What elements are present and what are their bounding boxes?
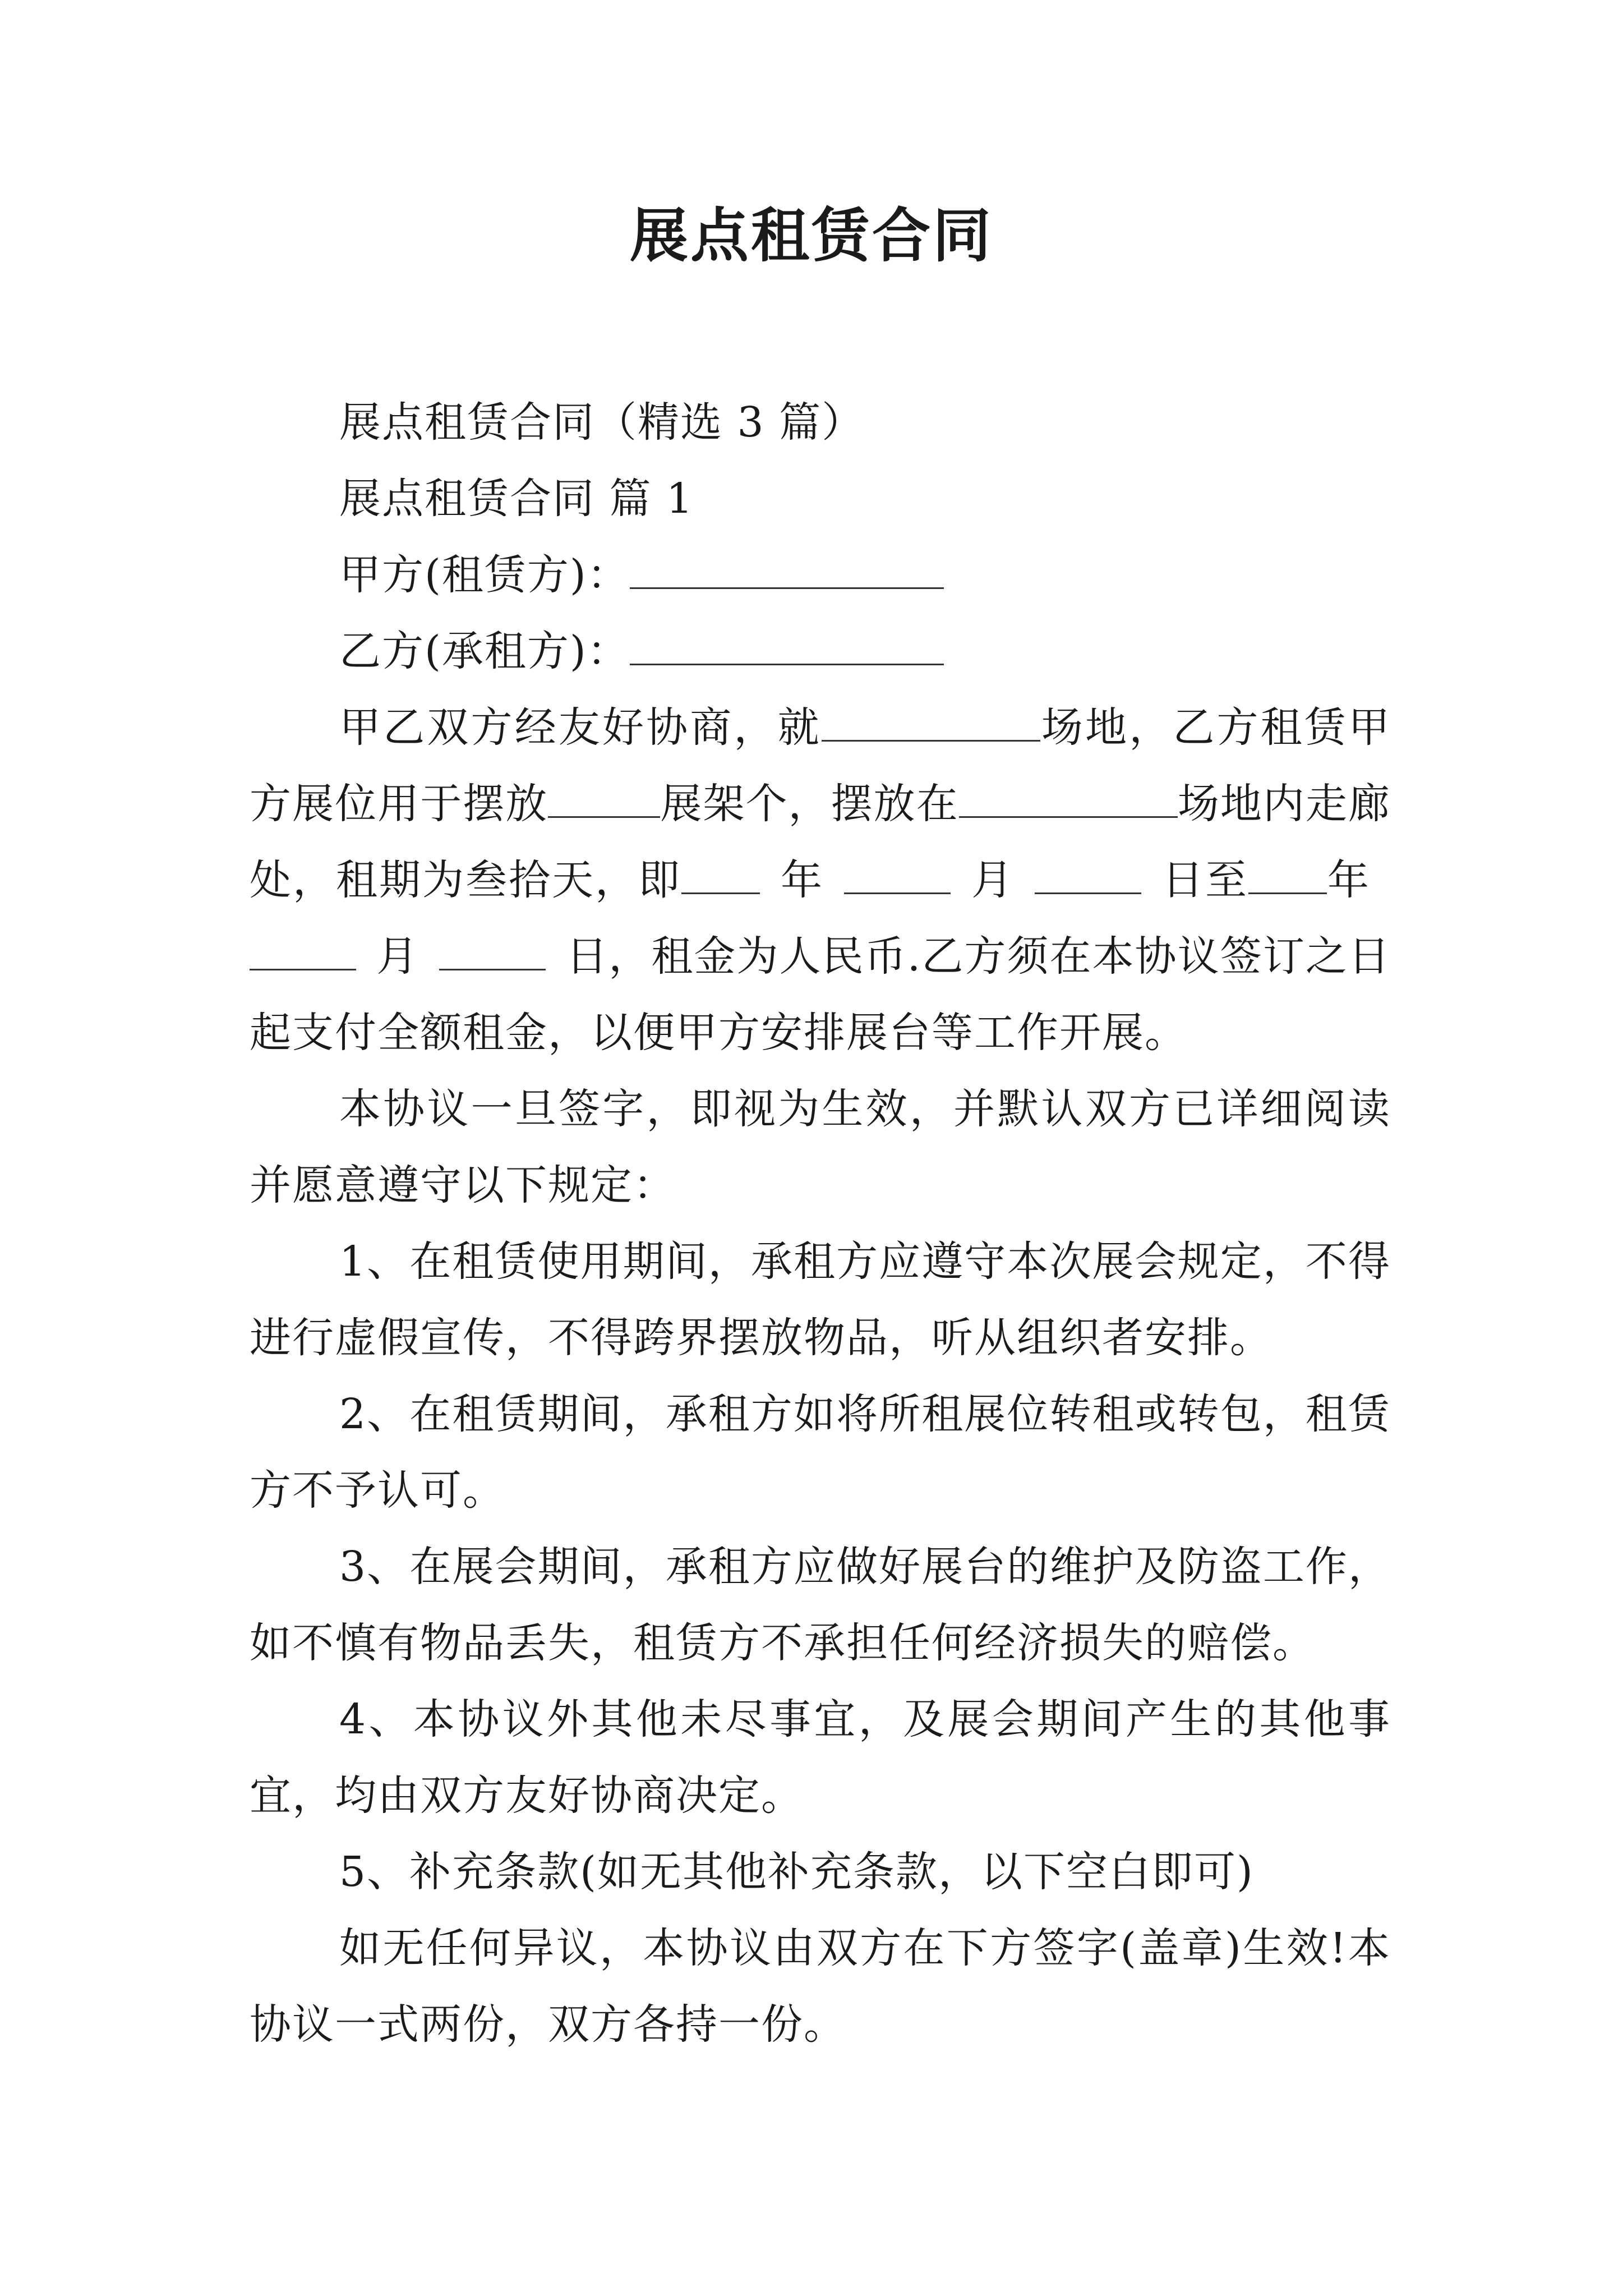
document-title: 展点租赁合同 <box>629 201 993 270</box>
para1-text-5: 日，租金为人民币.乙方须在本协议签订之日起支付全额租金，以便甲方安排展台等工作开展。 <box>250 932 1391 1057</box>
para1-text-3: 展架个，摆放在 <box>660 780 959 828</box>
section-heading: 展点租赁合同 篇 1 <box>339 475 694 523</box>
document-subtitle: 展点租赁合同（精选 3 篇） <box>339 398 865 447</box>
para1-text-4: 场地内走廊处，租期为叁拾天，即 <box>250 780 1391 904</box>
venue-blank <box>822 706 1040 742</box>
location-blank <box>959 783 1178 818</box>
closing-paragraph: 如无任何异议，本协议由双方在下方签字(盖章)生效!本协议一式两份，双方各持一份。 <box>250 1924 1391 2049</box>
end-year-blank <box>1248 859 1327 894</box>
rack-count-blank <box>548 783 660 818</box>
party-b-blank <box>630 630 944 665</box>
start-year-blank <box>681 859 760 894</box>
para1-text-1: 甲乙双方经友好协商，就 <box>339 703 822 752</box>
party-a-blank <box>630 554 944 589</box>
party-a-label: 甲方(租赁方)： <box>339 551 630 599</box>
document-body <box>250 384 1391 2063</box>
clause-3: 3、在展会期间，承租方应做好展台的维护及防盗工作，如不慎有物品丢失，租赁方不承担任何经济损失的赔偿。 <box>250 1543 1391 1667</box>
party-a-line <box>250 537 1391 613</box>
para1-month-2: 月 <box>376 932 419 981</box>
clause-5: 5、补充条款(如无其他补充条款，以下空白即可) <box>339 1848 1254 1896</box>
clause-4: 4、本协议外其他未尽事宜，及展会期间产生的其他事宜，均由双方友好协商决定。 <box>250 1695 1391 1820</box>
para1-month-1: 月 <box>971 856 1015 904</box>
paragraph-effect: 本协议一旦签字，即视为生效，并默认双方已详细阅读并愿意遵守以下规定： <box>250 1085 1391 1209</box>
start-month-blank <box>844 859 951 894</box>
start-day-blank <box>1035 859 1141 894</box>
paragraph-agreement <box>250 689 1391 1071</box>
para1-text-2: 场地，乙方租赁甲方展位用于摆放 <box>250 703 1391 828</box>
clause-2: 2、在租赁期间，承租方如将所租展位转租或转包，租赁方不予认可。 <box>250 1390 1391 1515</box>
party-b-line <box>250 613 1391 689</box>
end-day-blank <box>439 935 546 970</box>
para1-year-1: 年 <box>780 856 824 904</box>
para1-day-1: 日至 <box>1161 856 1248 904</box>
para1-year-2: 年 <box>1327 856 1371 904</box>
clause-1: 1、在租赁使用期间，承租方应遵守本次展会规定，不得进行虚假宣传，不得跨界摆放物品，听从组织者安排。 <box>250 1237 1391 1362</box>
party-b-label: 乙方(承租方)： <box>339 627 630 675</box>
end-month-blank <box>250 935 356 970</box>
